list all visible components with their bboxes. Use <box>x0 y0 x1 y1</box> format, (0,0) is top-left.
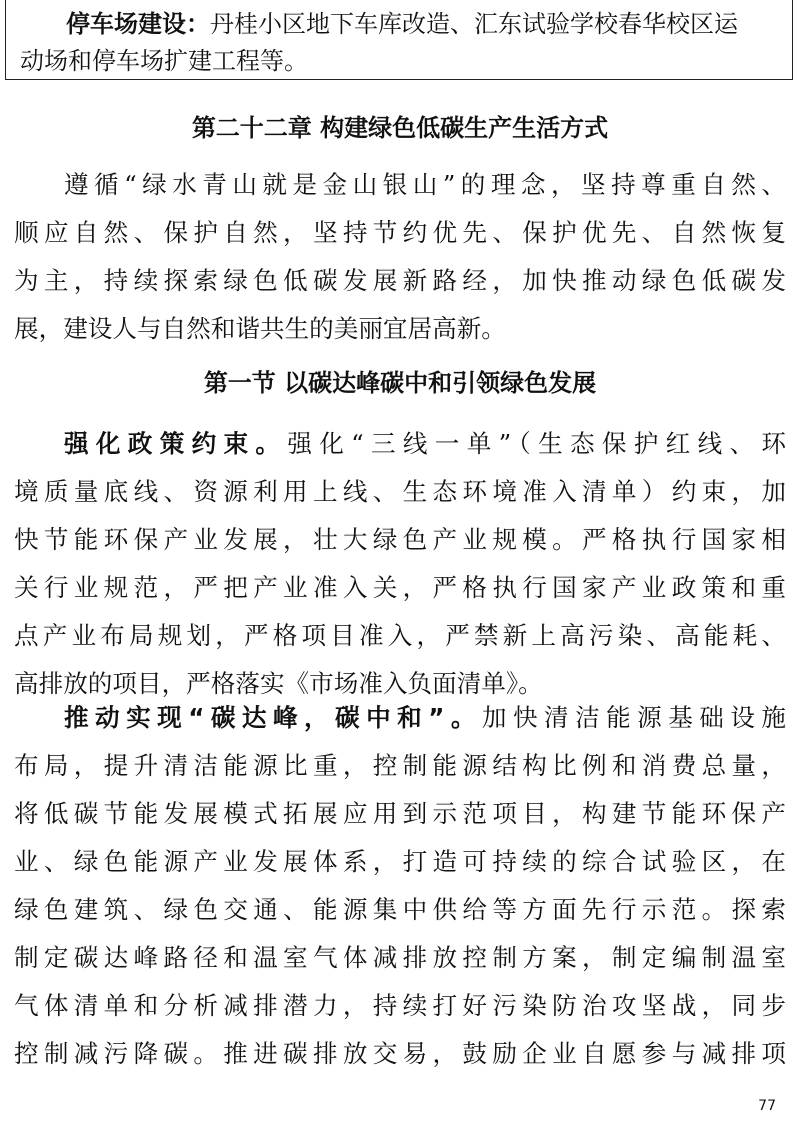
page-number: 77 <box>758 1098 776 1114</box>
intro-line: 为主，持续探索绿色低碳发展新路经，加快推动绿色低碳发 <box>14 266 786 295</box>
carbon-line: 气体清单和分析减排潜力，持续打好污染防治攻坚战，同步 <box>14 991 786 1020</box>
intro-line: 顺应自然、保护自然，坚持节约优先、保护优先、自然恢复 <box>14 218 786 247</box>
box-lead: 停车场建设： <box>66 10 210 38</box>
carbon-line: 绿色建筑、绿色交通、能源集中供给等方面先行示范。探索 <box>14 895 786 924</box>
carbon-line: 将低碳节能发展模式拓展应用到示范项目，构建节能环保产 <box>14 799 786 828</box>
policy-paragraph <box>14 420 786 708</box>
policy-lead: 强化政策约束。 <box>64 429 288 458</box>
box-line1-text: 丹桂小区地下车库改造、汇东试验学校春华校区运 <box>210 10 738 38</box>
carbon-first-text: 加快清洁能源基础设施 <box>481 703 786 732</box>
carbon-line: 控制减污降碳。推进碳排放交易，鼓励企业自愿参与减排项 <box>14 1039 786 1068</box>
policy-line: 境质量底线、资源利用上线、生态环境准入清单）约束，加 <box>14 477 786 506</box>
intro-line: 遵循“绿水青山就是金山银山”的理念，坚持尊重自然、 <box>64 170 786 199</box>
carbon-first-line <box>14 694 786 742</box>
policy-line: 点产业布局规划，严格项目准入，严禁新上高污染、高能耗、 <box>14 621 786 650</box>
intro-line: 展，建设人与自然和谐共生的美丽宜居高新。 <box>14 314 506 343</box>
section-title: 第一节 以碳达峰碳中和引领绿色发展 <box>203 369 597 397</box>
parking-construction-box <box>5 0 793 80</box>
policy-line: 高排放的项目，严格落实《市场准入负面清单》。 <box>14 669 543 698</box>
policy-line: 关行业规范，严把产业准入关，严格执行国家产业政策和重 <box>14 573 786 602</box>
carbon-lead: 推动实现“碳达峰，碳中和”。 <box>64 703 482 732</box>
box-line-2: 动场和停车场扩建工程等。 <box>20 47 308 75</box>
carbon-line: 制定碳达峰路径和温室气体减排放控制方案，制定编制温室 <box>14 943 786 972</box>
chapter-title: 第二十二章 构建绿色低碳生产生活方式 <box>191 114 609 142</box>
carbon-line: 布局，提升清洁能源比重，控制能源结构比例和消费总量， <box>14 751 786 780</box>
intro-paragraph <box>14 161 786 353</box>
carbon-line: 业、绿色能源产业发展体系，打造可持续的综合试验区，在 <box>14 847 786 876</box>
box-line-1 <box>66 6 778 43</box>
policy-first-text: 强化“三线一单”（生态保护红线、环 <box>287 429 786 458</box>
policy-line: 快节能环保产业发展，壮大绿色产业规模。严格执行国家相 <box>14 525 786 554</box>
carbon-paragraph <box>14 694 786 1078</box>
policy-first-line <box>14 420 786 468</box>
